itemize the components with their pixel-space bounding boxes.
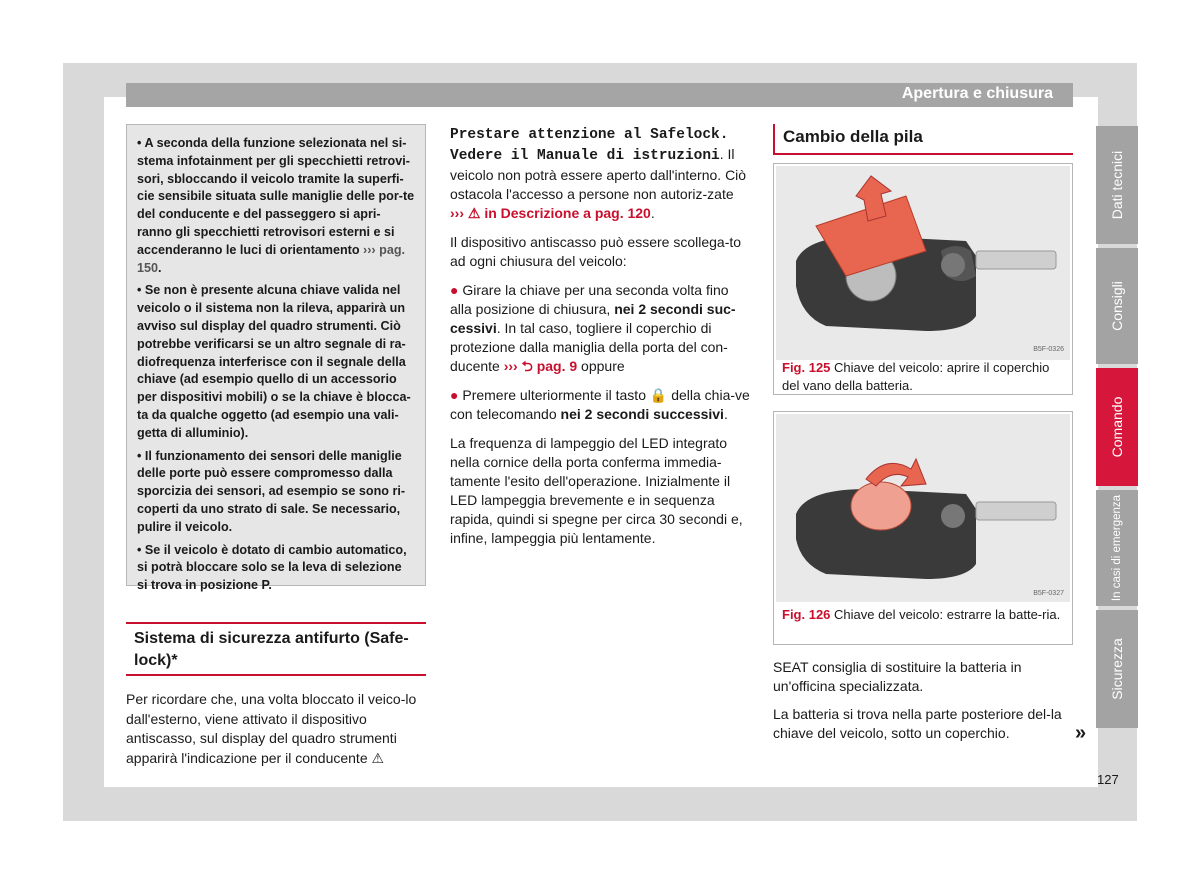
figure-caption: Fig. 126 Chiave del veicolo: estrarre la batte-ria. <box>782 607 1061 622</box>
page-title: Apertura e chiusura <box>901 85 1053 102</box>
bullet-item: ● Premere ulteriormente il tasto 🔒 della chia-ve con telecomando nei 2 secondi successivi. <box>450 387 750 422</box>
figure-image <box>776 166 1070 360</box>
continue-icon: » <box>1075 722 1087 744</box>
paragraph: La frequenza di lampeggio del LED integrato nella cornice della porta conferma immedia-tamente l'esito dell'operazione. Inizialmente il LED lampeggia brevemente e in sequenza rapida, quindi si spegne per circa 30 secondi e, infine, lampeggia più lentamente. <box>450 435 743 546</box>
car-key-open-cover-illustration <box>776 166 1070 360</box>
warning-item: • Se il veicolo è dotato di cambio automatico, si potrà bloccare solo se la leva di selezione si trova in posizione P. <box>137 542 407 593</box>
figure-image <box>776 414 1070 602</box>
paragraph: SEAT consiglia di sostituire la batteria in un'officina specializzata. <box>773 659 1022 694</box>
tab-consigli[interactable]: Consigli <box>1096 248 1138 364</box>
figure-caption: Fig. 125 Chiave del veicolo: aprire il coperchio del vano della batteria. <box>782 360 1050 393</box>
figure-code: B5F-0327 <box>1033 590 1064 597</box>
section-heading-safelock: Sistema di sicurezza antifurto (Safe- lock)* <box>126 622 426 676</box>
tab-dati-tecnici[interactable]: Dati tecnici <box>1096 126 1138 244</box>
warning-item: • Se non è presente alcuna chiave valida nel veicolo o il sistema non la rileva, apparirà un avviso sul display del quadro strumenti. Ciò potrebbe verificarsi se un altro segnale di ra-diofrequenza interferisce con il segnale della chiave (ad esempio quello di un accessorio per dispositivi mobili) o se la chiave è blocca-ta da qualche oggetto (ad esempio una vali-getta di alluminio). <box>137 283 411 440</box>
tab-comando[interactable]: Comando <box>1096 368 1138 486</box>
car-key-remove-battery-illustration <box>776 414 1070 602</box>
tab-in-casi-di-emergenza[interactable]: In casi di emergenza <box>1096 490 1138 606</box>
warning-item: • Il funzionamento dei sensori delle maniglie delle porte può essere compromesso dalla sporcizia dei sensori, ad esempio se sono ri-coperti da uno strato di sale. Se necessario, pulire il veicolo. <box>137 448 406 534</box>
description-link[interactable]: ⚠ in Descrizione a pag. 120 <box>464 205 651 221</box>
bullet-icon: ● <box>450 282 459 298</box>
header-bar <box>126 83 1073 107</box>
link-arrow[interactable]: ››› <box>450 205 464 221</box>
paragraph: La batteria si trova nella parte posteriore del-la chiave del veicolo, sotto un coperchio. <box>773 706 1062 741</box>
column-2 <box>450 124 750 558</box>
safelock-warning-paragraph: Prestare attenzione al Safelock. Vedere il Manuale di istruzioni. Il veicolo non potrà essere aperto dall'interno. Ciò ostacola l'accesso a persone non autoriz-zate ››› ⚠ in Descrizione a pag. 120. <box>450 127 747 221</box>
figure-code: B5F-0326 <box>1033 346 1064 353</box>
figure-125 <box>773 163 1073 395</box>
figure-126 <box>773 411 1073 645</box>
section-heading-battery: Cambio della pila <box>773 124 1073 155</box>
bullet-icon: ● <box>450 387 459 403</box>
warning-item: • A seconda della funzione selezionata nel si-stema infotainment per gli specchietti retrovi-sori, sbloccando il veicolo tramite la superfi-cie sensibile situata sulle maniglie delle por-te del conducente e del passeggero si apri-ranno gli specchietti retrovisori esterni e si accenderanno le luci di orientamento ››› pag. 150. <box>137 136 415 275</box>
page-number: 127 <box>1097 772 1119 787</box>
tab-sicurezza[interactable]: Sicurezza <box>1096 610 1138 728</box>
warning-box <box>126 124 426 593</box>
page-link[interactable]: ››› pag. 150 <box>137 242 406 275</box>
paragraph: Il dispositivo antiscasso può essere scollega-to ad ogni chiusura del veicolo: <box>450 234 742 269</box>
safelock-body: Per ricordare che, una volta bloccato il veico-lo dall'esterno, viene attivato il dispositivo antiscasso, sul display del quadro strumenti apparirà l'indicazione per il conducente ⚠ <box>126 691 417 766</box>
bullet-item: ● Girare la chiave per una seconda volta fino alla posizione di chiusura, nei 2 secondi suc-cessivi. In tal caso, togliere il coperchio di protezione dalla maniglia della porta del con-ducente ››› ⮌ pag. 9 oppure <box>450 282 736 374</box>
page-link[interactable]: ››› ⮌ pag. 9 <box>503 358 578 374</box>
